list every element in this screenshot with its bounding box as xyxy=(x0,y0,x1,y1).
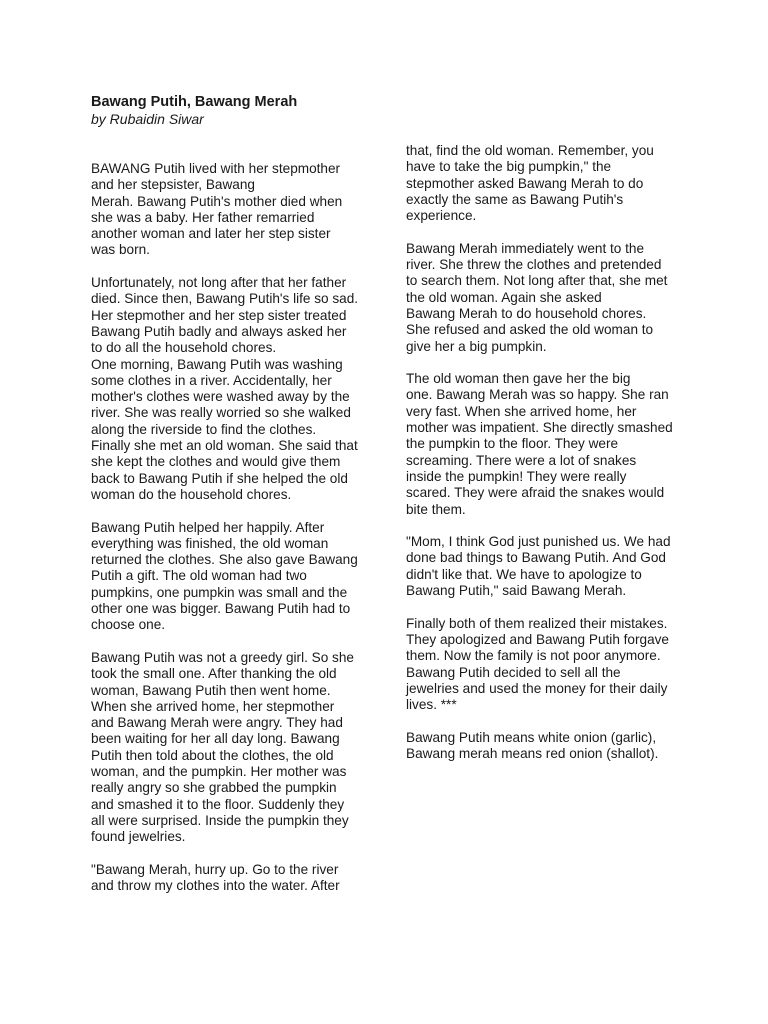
text-line: She refused and asked the old woman to xyxy=(406,322,654,338)
text-line: Putih a gift. The old woman had two xyxy=(91,568,307,584)
text-line: really angry so she grabbed the pumpkin xyxy=(91,780,337,796)
text-line: all were surprised. Inside the pumpkin they xyxy=(91,812,349,828)
paragraph xyxy=(406,371,706,518)
paragraph xyxy=(91,520,391,634)
text-line: been waiting for her all day long. Bawang xyxy=(91,731,340,747)
paragraph xyxy=(406,143,706,224)
text-line: another woman and later her step sister xyxy=(91,226,331,242)
right-text-column xyxy=(406,143,706,779)
text-line: Bawang merah means red onion (shallot). xyxy=(406,745,659,761)
text-line: to do all the household chores. xyxy=(91,340,277,356)
text-line: have to take the big pumpkin," the xyxy=(406,159,612,175)
text-line: she kept the clothes and would give them xyxy=(91,454,341,470)
text-line: One morning, Bawang Putih was washing xyxy=(91,356,343,372)
paragraph xyxy=(406,241,706,355)
paragraph xyxy=(91,650,391,846)
text-line: Her stepmother and her step sister treated xyxy=(91,307,347,323)
story-title: Bawang Putih, Bawang Merah xyxy=(91,94,298,110)
text-line: Merah. Bawang Putih's mother died when xyxy=(91,193,343,209)
text-line: Bawang Putih helped her happily. After xyxy=(91,519,325,535)
text-line: inside the pumpkin! They were really xyxy=(406,468,627,484)
story-author: by Rubaidin Siwar xyxy=(91,111,204,127)
text-line: Bawang Putih decided to sell all the xyxy=(406,664,621,680)
text-line: took the small one. After thanking the old xyxy=(91,666,337,682)
text-line: done bad things to Bawang Putih. And God xyxy=(406,550,666,566)
text-line: and her stepsister, Bawang xyxy=(91,177,255,193)
text-line: Bawang Putih means white onion (garlic), xyxy=(406,729,657,745)
text-line: The old woman then gave her the big xyxy=(406,371,631,387)
text-line: everything was finished, the old woman xyxy=(91,535,329,551)
text-line: woman do the household chores. xyxy=(91,486,292,502)
text-line: along the riverside to find the clothes. xyxy=(91,421,317,437)
text-line: other one was bigger. Bawang Putih had to xyxy=(91,601,351,617)
text-line: found jewelries. xyxy=(91,829,186,845)
text-line: bite them. xyxy=(406,501,466,517)
text-line: woman, and the pumpkin. Her mother was xyxy=(91,763,347,779)
text-line: them. Now the family is not poor anymore. xyxy=(406,648,661,664)
text-line: give her a big pumpkin. xyxy=(406,338,547,354)
text-line: river. She threw the clothes and pretended xyxy=(406,257,662,273)
left-text-column xyxy=(91,161,391,911)
text-line: Bawang Putih badly and always asked her xyxy=(91,323,347,339)
text-line: back to Bawang Putih if she helped the old xyxy=(91,470,348,486)
paragraph xyxy=(91,161,391,259)
paragraph xyxy=(406,616,706,714)
text-line: Bawang Merah immediately went to the xyxy=(406,240,645,256)
text-line: returned the clothes. She also gave Bawang xyxy=(91,552,358,568)
text-line: lives. *** xyxy=(406,697,457,713)
text-line: was born. xyxy=(91,242,150,258)
paragraph xyxy=(91,275,391,503)
text-line: the pumpkin to the floor. They were xyxy=(406,436,619,452)
text-line: Bawang Merah to do household chores. xyxy=(406,305,647,321)
text-line: mother's clothes were washed away by the xyxy=(91,389,350,405)
text-line: very fast. When she arrived home, her xyxy=(406,403,637,419)
text-line: mother was impatient. She directly smashed xyxy=(406,420,673,436)
text-line: Finally she met an old woman. She said that xyxy=(91,438,358,454)
text-line: "Mom, I think God just punished us. We had xyxy=(406,534,671,550)
text-line: Bawang Putih," said Bawang Merah. xyxy=(406,583,627,599)
text-line: experience. xyxy=(406,208,477,224)
text-line: pumpkins, one pumpkin was small and the xyxy=(91,584,348,600)
paragraph xyxy=(406,534,706,599)
text-line: They apologized and Bawang Putih forgave xyxy=(406,631,669,647)
text-line: choose one. xyxy=(91,617,166,633)
text-line: didn't like that. We have to apologize to xyxy=(406,566,642,582)
text-line: scared. They were afraid the snakes would xyxy=(406,485,665,501)
text-line: woman, Bawang Putih then went home. xyxy=(91,682,331,698)
paragraph xyxy=(406,730,706,763)
text-line: Finally both of them realized their mistakes. xyxy=(406,615,668,631)
text-line: died. Since then, Bawang Putih's life so sad. xyxy=(91,291,359,307)
text-line: and throw my clothes into the water. After xyxy=(91,878,340,894)
text-line: jewelries and used the money for their daily xyxy=(406,680,668,696)
text-line: that, find the old woman. Remember, you xyxy=(406,143,654,158)
text-line: and smashed it to the floor. Suddenly they xyxy=(91,796,345,812)
text-line: BAWANG Putih lived with her stepmother xyxy=(91,161,341,176)
text-line: stepmother asked Bawang Merah to do xyxy=(406,175,644,191)
text-line: exactly the same as Bawang Putih's xyxy=(406,191,624,207)
text-line: she was a baby. Her father remarried xyxy=(91,209,315,225)
text-line: the old woman. Again she asked xyxy=(406,289,602,305)
paragraph xyxy=(91,862,391,895)
text-line: Putih then told about the clothes, the old xyxy=(91,747,334,763)
text-line: screaming. There were a lot of snakes xyxy=(406,452,637,468)
text-line: some clothes in a river. Accidentally, her xyxy=(91,372,332,388)
text-line: Unfortunately, not long after that her father xyxy=(91,275,347,291)
text-line: to search them. Not long after that, she met xyxy=(406,273,668,289)
text-line: "Bawang Merah, hurry up. Go to the river xyxy=(91,861,339,877)
text-line: and Bawang Merah were angry. They had xyxy=(91,715,343,731)
text-line: river. She was really worried so she walked xyxy=(91,405,351,421)
text-line: When she arrived home, her stepmother xyxy=(91,698,335,714)
text-line: Bawang Putih was not a greedy girl. So she xyxy=(91,649,354,665)
text-line: one. Bawang Merah was so happy. She ran xyxy=(406,387,669,403)
